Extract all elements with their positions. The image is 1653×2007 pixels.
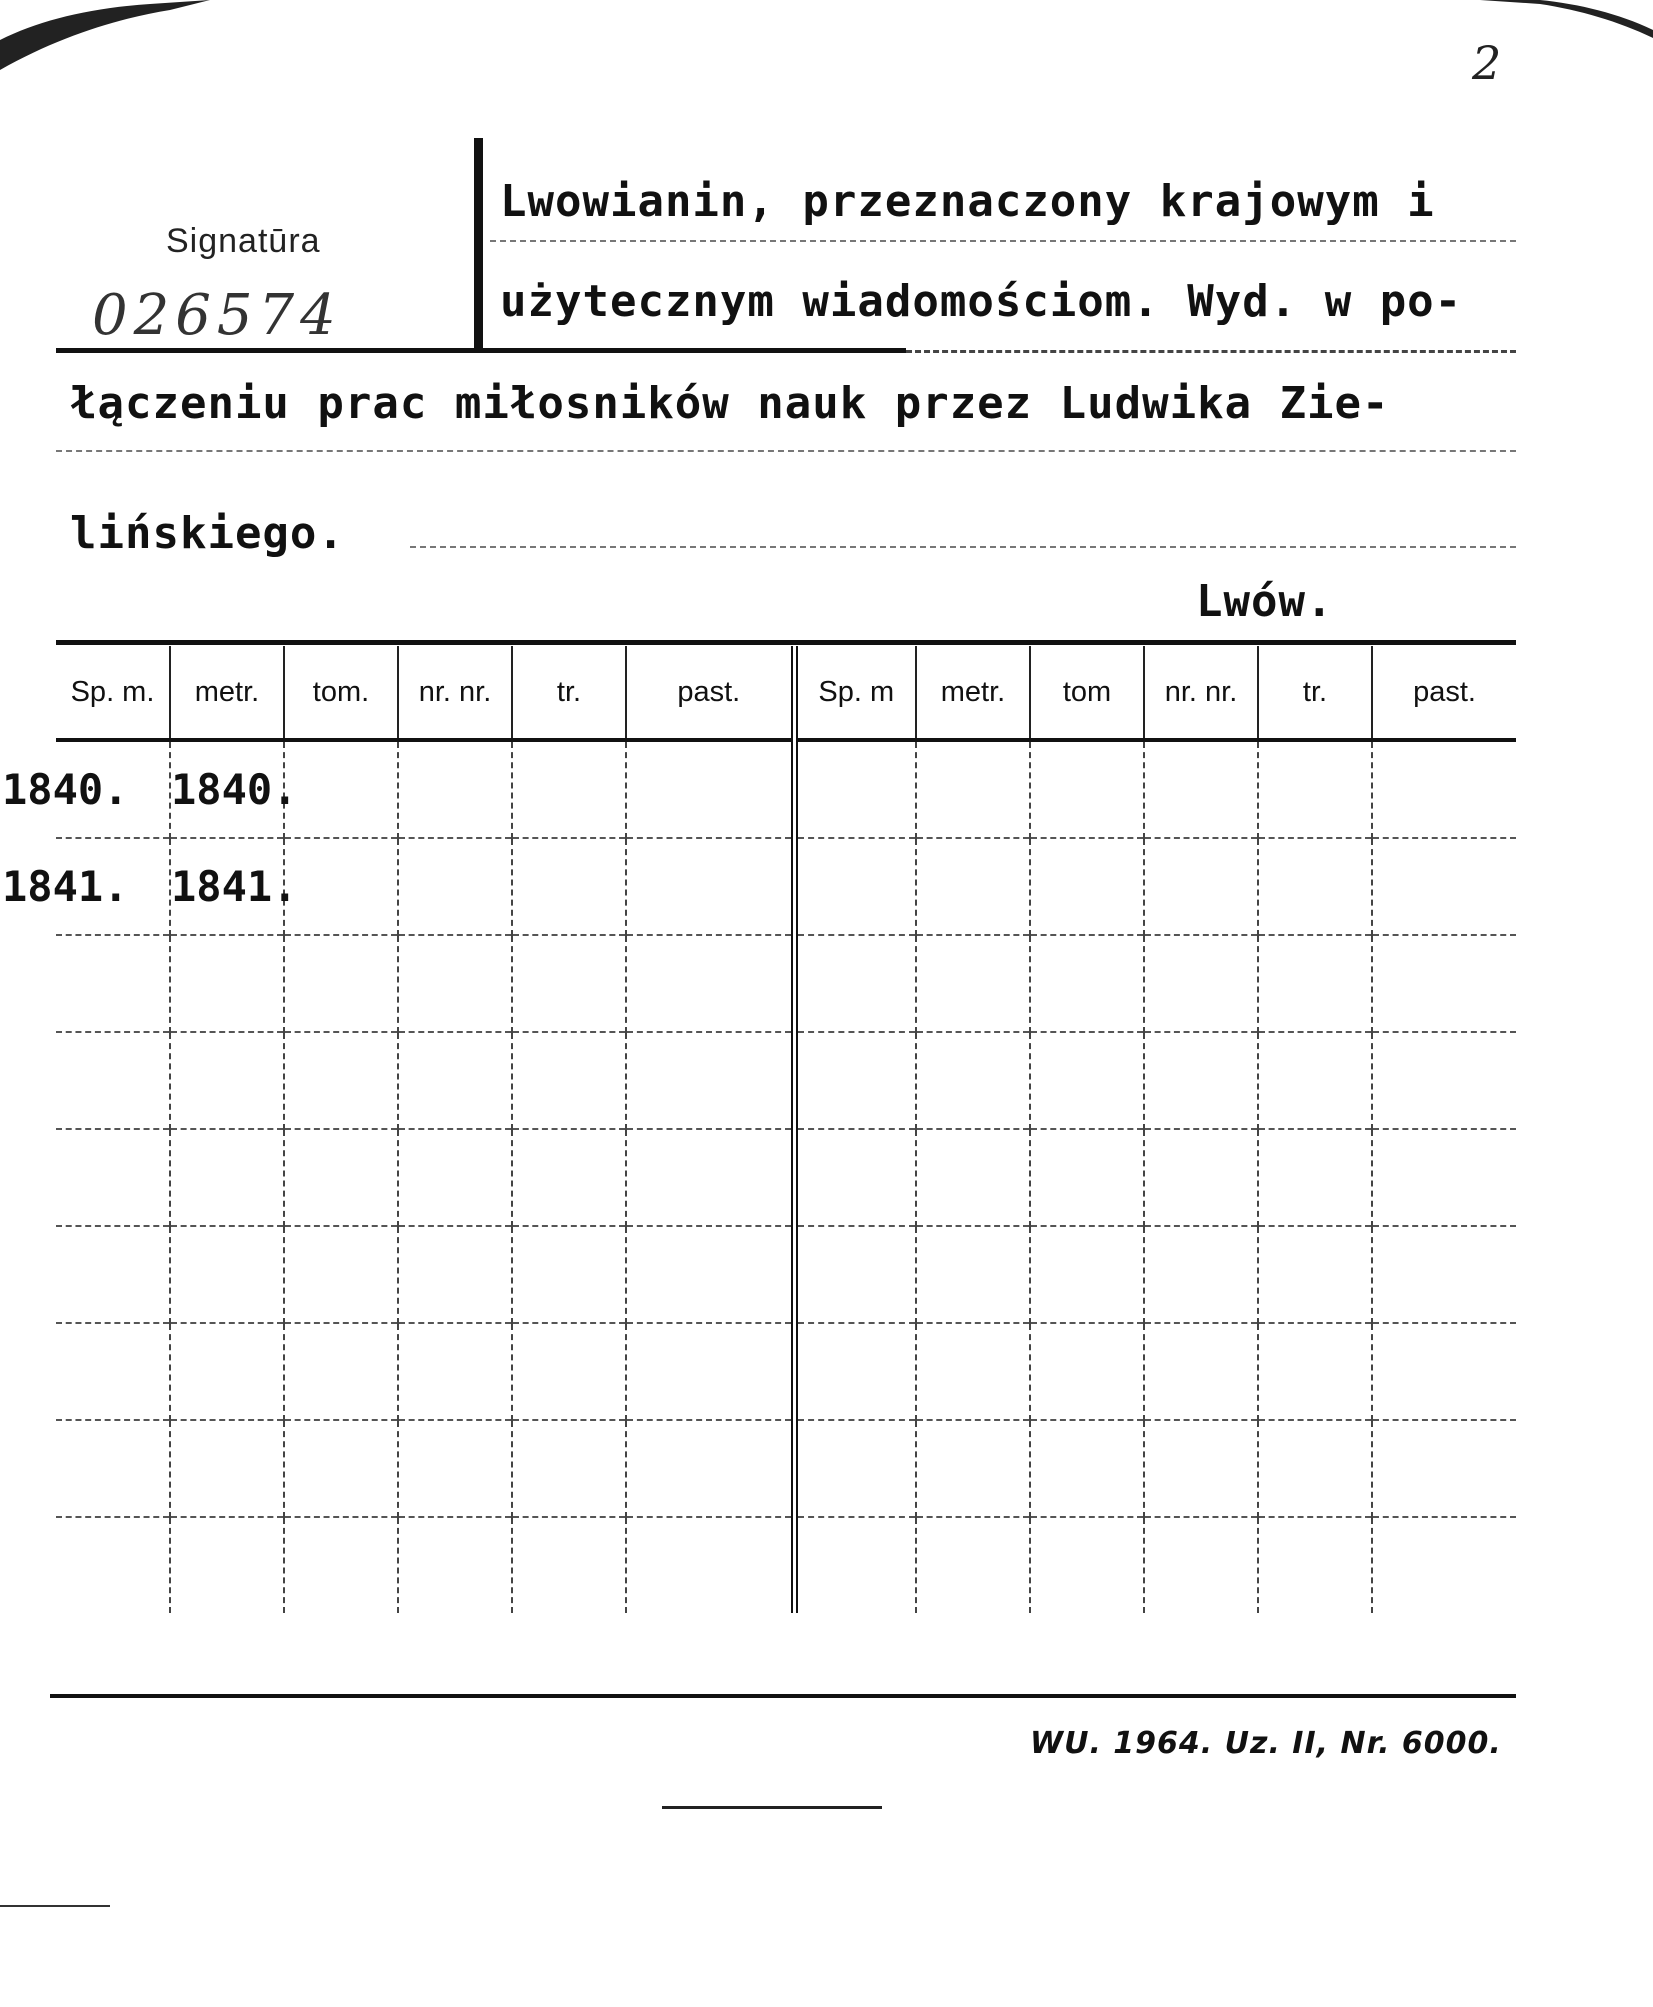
left-margin-rule <box>0 1905 110 1907</box>
table-cell <box>2 935 116 1032</box>
table-row <box>56 1226 1516 1323</box>
table-cell <box>916 1032 1030 1129</box>
table-cell <box>916 1323 1030 1420</box>
table-cell <box>1144 1517 1258 1613</box>
table-row <box>56 1517 1516 1613</box>
table-cell <box>794 935 916 1032</box>
table-cell <box>1144 740 1258 838</box>
title-separator-bar <box>474 138 483 350</box>
table-cell <box>794 1323 916 1420</box>
column-header: tr. <box>1258 646 1372 740</box>
table-cell <box>170 1323 284 1420</box>
table-cell <box>794 1420 916 1517</box>
column-header: metr. <box>916 646 1030 740</box>
table-cell <box>794 838 916 935</box>
table-cell <box>398 838 512 935</box>
column-header: Sp. m <box>794 646 916 740</box>
table-cell <box>2 1226 116 1323</box>
table-cell <box>1258 740 1372 838</box>
table-cell <box>1372 1323 1516 1420</box>
table-row <box>56 838 1516 935</box>
table-cell <box>1144 1323 1258 1420</box>
table-cell <box>1030 1517 1144 1613</box>
table-cell <box>2 1420 116 1517</box>
table-cell <box>284 740 398 838</box>
table-cell <box>626 1517 794 1613</box>
table-cell <box>2 1129 116 1226</box>
table-cell <box>1030 1226 1144 1323</box>
table-cell <box>398 1226 512 1323</box>
table-cell <box>284 1323 398 1420</box>
table-cell <box>398 1420 512 1517</box>
table-cell <box>2 1032 116 1129</box>
table-cell <box>626 1323 794 1420</box>
table-cell <box>398 1032 512 1129</box>
column-header: past. <box>1372 646 1516 740</box>
table-cell <box>284 935 398 1032</box>
table-cell <box>916 1517 1030 1613</box>
table-cell <box>398 1323 512 1420</box>
table-cell <box>1372 935 1516 1032</box>
title-line-3: łączeniu prac miłosników nauk przez Ludwika Zie- <box>70 378 1390 429</box>
title-rule-3 <box>56 450 1516 452</box>
table-cell <box>398 740 512 838</box>
table-cell <box>284 1517 398 1613</box>
column-header: nr. nr. <box>398 646 512 740</box>
table-cell <box>1030 935 1144 1032</box>
table-top-rule <box>56 640 1516 645</box>
column-header: tom <box>1030 646 1144 740</box>
table-cell <box>1258 1032 1372 1129</box>
table-cell <box>1144 1032 1258 1129</box>
table-cell <box>398 1517 512 1613</box>
table-cell <box>1372 1517 1516 1613</box>
table-cell <box>794 1226 916 1323</box>
table-row <box>56 1129 1516 1226</box>
table-row <box>56 740 1516 838</box>
table-row <box>56 1420 1516 1517</box>
table-cell <box>1144 1129 1258 1226</box>
table-cell <box>512 1420 626 1517</box>
table-cell <box>1258 1129 1372 1226</box>
table-cell <box>1258 838 1372 935</box>
table-cell <box>1144 1420 1258 1517</box>
table-header-row <box>56 646 1516 740</box>
table-cell <box>916 1420 1030 1517</box>
page-number: 2 <box>1472 36 1502 90</box>
table-cell <box>170 1517 284 1613</box>
table-cell <box>170 1226 284 1323</box>
table-cell <box>626 1226 794 1323</box>
table-cell <box>916 935 1030 1032</box>
table-cell <box>916 740 1030 838</box>
table-cell <box>170 1129 284 1226</box>
top-edge-mark <box>1480 0 1653 40</box>
table-cell <box>1144 935 1258 1032</box>
table-cell: 1840. <box>170 740 284 838</box>
table-cell <box>170 1420 284 1517</box>
table-cell <box>1030 1420 1144 1517</box>
table-bottom-rule <box>50 1694 1516 1698</box>
column-header: tr. <box>512 646 626 740</box>
signature-number: 026574 <box>92 283 342 348</box>
table-cell: 1840. <box>2 740 116 838</box>
table-cell <box>1372 1420 1516 1517</box>
table-cell <box>284 1129 398 1226</box>
table-cell <box>1030 740 1144 838</box>
table-cell <box>626 1420 794 1517</box>
table-cell <box>626 838 794 935</box>
table-cell: 1841. <box>2 838 116 935</box>
table-cell <box>2 1517 116 1613</box>
table-cell <box>1030 838 1144 935</box>
table-cell <box>284 1226 398 1323</box>
table-cell <box>170 935 284 1032</box>
title-rule-1 <box>490 240 1516 242</box>
holdings-table <box>2 646 1516 1613</box>
table-cell <box>512 935 626 1032</box>
table-cell <box>794 1517 916 1613</box>
table-cell <box>398 935 512 1032</box>
table-cell <box>1258 1420 1372 1517</box>
column-header: nr. nr. <box>1144 646 1258 740</box>
table-cell <box>916 1129 1030 1226</box>
table-cell <box>626 935 794 1032</box>
table-cell <box>1372 740 1516 838</box>
table-cell <box>626 740 794 838</box>
table-cell <box>512 1032 626 1129</box>
table-cell <box>170 1032 284 1129</box>
table-cell <box>1372 1032 1516 1129</box>
table-cell <box>512 1226 626 1323</box>
column-header: past. <box>626 646 794 740</box>
table-cell <box>2 1323 116 1420</box>
table-cell <box>284 838 398 935</box>
table-cell <box>512 838 626 935</box>
table-cell <box>1258 1517 1372 1613</box>
title-line-2: użytecznym wiadomościom. Wyd. w po- <box>500 276 1463 327</box>
table-cell <box>916 1226 1030 1323</box>
table-cell <box>1372 838 1516 935</box>
table-cell <box>512 740 626 838</box>
table-cell <box>512 1517 626 1613</box>
table-cell: 1841. <box>170 838 284 935</box>
column-header: metr. <box>170 646 284 740</box>
table-row <box>56 1323 1516 1420</box>
corner-ink-mark <box>0 0 230 70</box>
bottom-rule <box>662 1806 882 1809</box>
table-cell <box>512 1129 626 1226</box>
column-header: tom. <box>284 646 398 740</box>
table-cell <box>1144 1226 1258 1323</box>
table-row <box>56 1032 1516 1129</box>
table-cell <box>1258 1226 1372 1323</box>
table-row <box>56 935 1516 1032</box>
table-cell <box>1030 1323 1144 1420</box>
signature-label: Signatūra <box>166 222 321 260</box>
table-cell <box>794 1032 916 1129</box>
table-cell <box>1144 838 1258 935</box>
table-cell <box>398 1129 512 1226</box>
table-cell <box>1258 1323 1372 1420</box>
title-line-1: Lwowianin, przeznaczony krajowym i <box>500 176 1435 227</box>
table-cell <box>1030 1129 1144 1226</box>
header-rule-continuation <box>906 350 1516 353</box>
table-cell <box>1372 1129 1516 1226</box>
table-cell <box>1372 1226 1516 1323</box>
table-cell <box>916 838 1030 935</box>
table-cell <box>626 1032 794 1129</box>
title-line-4: lińskiego. <box>70 508 345 559</box>
table-cell <box>284 1420 398 1517</box>
table-cell <box>1258 935 1372 1032</box>
column-header: Sp. m. <box>70 675 155 708</box>
printer-code: WU. 1964. Uz. II, Nr. 6000. <box>1030 1726 1502 1761</box>
table-cell <box>794 740 916 838</box>
table-cell <box>284 1032 398 1129</box>
table-cell <box>512 1323 626 1420</box>
table-cell <box>794 1129 916 1226</box>
title-rule-4 <box>410 546 1516 548</box>
table-cell <box>1030 1032 1144 1129</box>
place-of-publication: Lwów. <box>1196 576 1334 627</box>
table-cell <box>626 1129 794 1226</box>
